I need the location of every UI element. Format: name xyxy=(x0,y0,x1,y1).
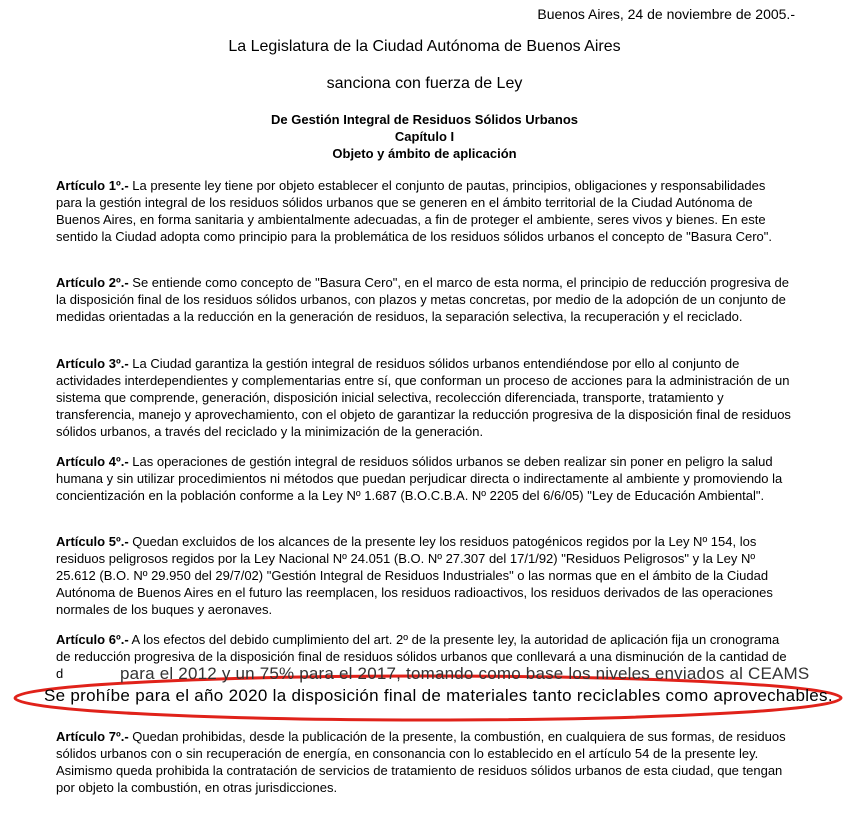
article-2 xyxy=(56,274,792,325)
article-5-label: Artículo 5º.- xyxy=(56,534,129,549)
article-1 xyxy=(56,177,792,245)
article-7-text: Quedan prohibidas, desde la publicación de la presente, la combustión, en cualquiera de sus formas, de residuos sólidos urbanos con o sin recuperación de energía, en consonancia con lo establecido en el artículo 54 de la presente ley. xyxy=(56,729,786,761)
article-2-text: Se entiende como concepto de "Basura Cero", en el marco de esta norma, el principio de reducción progresiva de la disposición final de los residuos sólidos urbanos, con plazos y metas concretas, por medio de la adopción de un conjunto de medidas orientadas a la reducción en la generación de residuos, la separación selectiva, la recuperación y el reciclado. xyxy=(56,275,789,324)
article-3 xyxy=(56,355,792,440)
article-4 xyxy=(56,453,792,504)
article-2-label: Artículo 2º.- xyxy=(56,275,129,290)
article-5-text: Quedan excluidos de los alcances de la presente ley los residuos patogénicos regidos por la Ley Nº 154, los residuos peligrosos regidos por la Ley Nacional Nº 24.051 (B.O. Nº 27.307 del 17/1/92) "Residuos Peligrosos" y la Ley Nº 25.612 (B.O. Nº 29.950 del 29/7/02) "Gestión Integral de Residuos Industriales" o las normas que en el ámbito de la Ciudad Autónoma de Buenos Aires en el futuro las reemplacen, los residuos radioactivos, los residuos derivados de las operaciones normales de los buques y aeronaves. xyxy=(56,534,773,617)
article-7-extra: Asimismo queda prohibida la contratación de servicios de tratamiento de residuos sólidos urbanos de esta ciudad, que tengan por objeto la combustión, en otras jurisdicciones. xyxy=(56,763,783,795)
article-6-text: A los efectos del debido cumplimiento del art. 2º de la presente ley, la autoridad de aplicación fija un cronograma de reducción progresiva de la disposición final de residuos sólidos urbanos que conllevará a una disminución de la cantidad de d xyxy=(56,632,787,681)
legislature-line: La Legislatura de la Ciudad Autónoma de Buenos Aires xyxy=(228,38,621,55)
article-7-label: Artículo 7º.- xyxy=(56,729,129,744)
article-7 xyxy=(56,728,792,796)
article-3-text: La Ciudad garantiza la gestión integral de residuos sólidos urbanos entendiéndose por ello al conjunto de actividades interdependientes y complementarias entre sí, que conforman un proceso de acciones para la administración de un sistema que comprende, generación, disposición inicial selectiva, recolección diferenciada, transporte, tratamiento y transferencia, manejo y aprovechamiento, con el objeto de garantizar la reducción progresiva de la disposición final de residuos sólidos urbanos, a través del reciclado y la minimización de la generación. xyxy=(56,356,791,439)
article-3-label: Artículo 3º.- xyxy=(56,356,129,371)
law-title: De Gestión Integral de Residuos Sólidos Urbanos xyxy=(271,112,578,127)
sanction-line: sanciona con fuerza de Ley xyxy=(326,75,523,92)
article-4-text: Las operaciones de gestión integral de residuos sólidos urbanos se deben realizar sin poner en peligro la salud humana y sin utilizar procedimientos ni métodos que puedan perjudicar directa o indirectamente al ambiente y promoviendo la concientización en la población conforme a la Ley Nº 1.687 (B.O.C.B.A. Nº 2205 del 6/6/05) "Ley de Educación Ambiental". xyxy=(56,454,783,503)
article-4-label: Artículo 4º.- xyxy=(56,454,129,469)
chapter-subtitle: Objeto y ámbito de aplicación xyxy=(332,146,517,161)
chapter-title: Capítulo I xyxy=(394,129,455,144)
date-line: Buenos Aires, 24 de noviembre de 2005.- xyxy=(537,6,795,22)
overlay-main-line: Se prohíbe para el año 2020 la disposición final de materiales tanto reciclables como aprovechables. xyxy=(44,686,833,705)
article-6-label: Artículo 6º.- xyxy=(56,632,129,647)
article-5 xyxy=(56,533,792,618)
article-1-label: Artículo 1º.- xyxy=(56,178,129,193)
article-1-text: La presente ley tiene por objeto establecer el conjunto de pautas, principios, obligaciones y responsabilidades para la gestión integral de los residuos sólidos urbanos que se generen en el ámbito territorial de la Ciudad Autónoma de Buenos Aires, en forma sanitaria y ambientalmente adecuadas, a fin de proteger el ambiente, seres vivos y bienes. En este sentido la Ciudad adopta como principio para la problemática de los residuos sólidos urbanos el concepto de "Basura Cero". xyxy=(56,178,772,244)
overlay-big-line: para el 2012 y un 75% para el 2017, tomando como base los niveles enviados al CEAMS xyxy=(120,664,810,683)
